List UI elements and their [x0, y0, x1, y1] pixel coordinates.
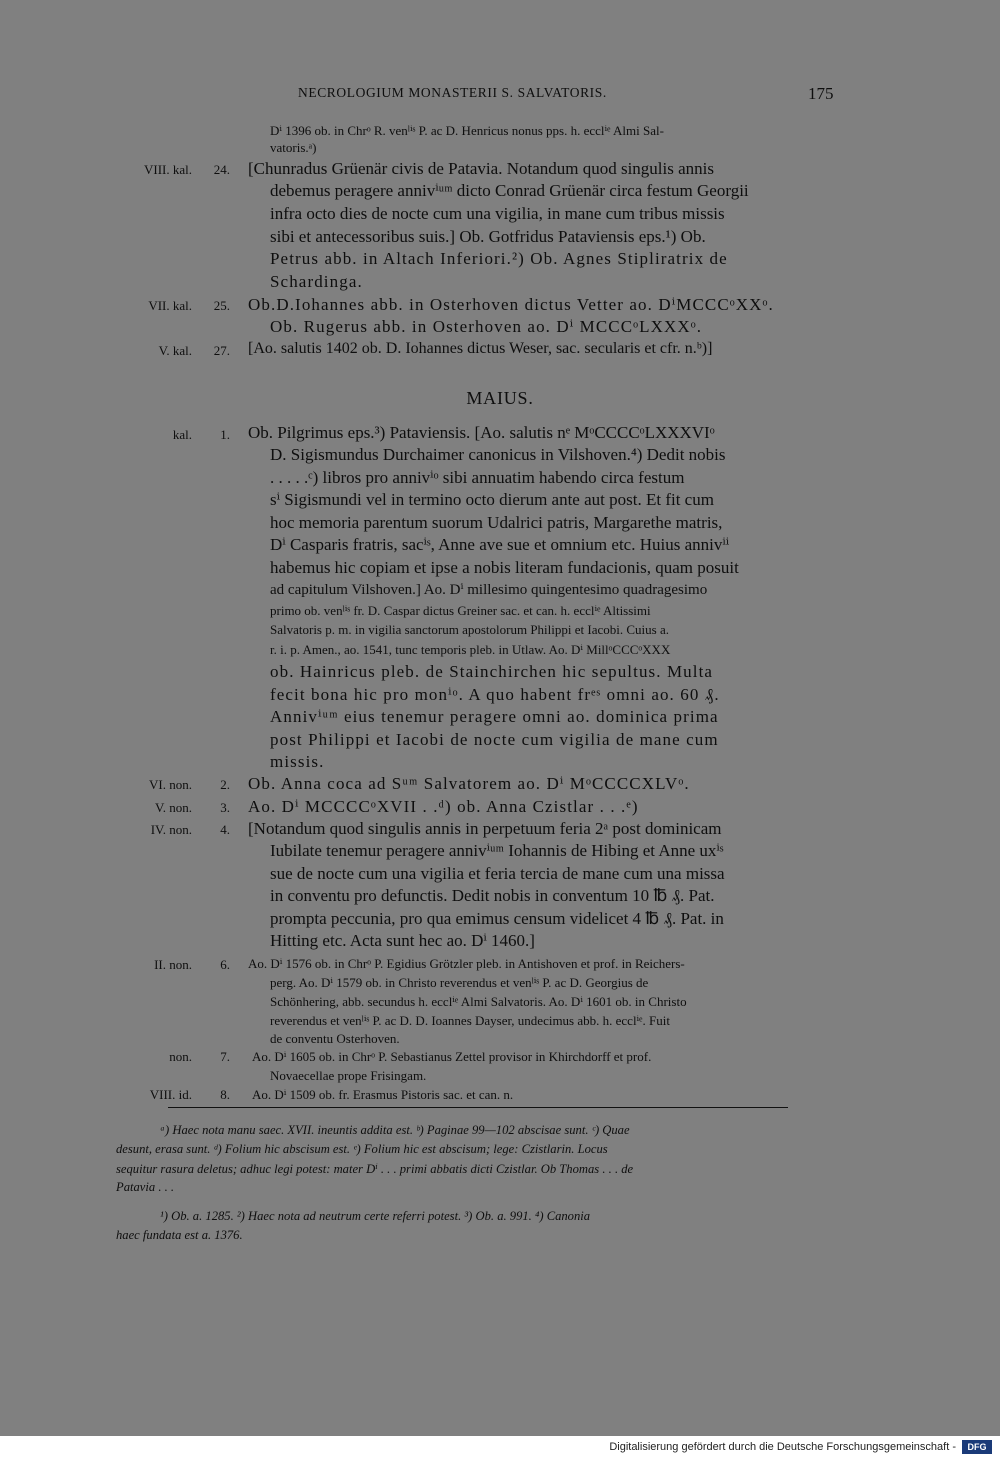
intro-line: Dⁱ 1396 ob. in Chrᵒ R. venˡⁱˢ P. ac D. Henricus nonus pps. h. ecclⁱᵉ Almi Sal-	[270, 123, 664, 138]
entry-line: Ob. Pilgrimus eps.³) Pataviensis. [Ao. salutis nᵉ MᵒCCCCᵒLXXXVIᵒ	[248, 423, 715, 442]
entry-line: Ao. Dⁱ 1576 ob. in Chrᵒ P. Egidius Grötzler pleb. in Antishoven et prof. in Reichers-	[248, 956, 685, 971]
footnote-line: ᵃ) Haec nota manu saec. XVII. ineuntis addita est. ᵇ) Paginae 99—102 abscisae sunt. ᶜ) Quae	[160, 1123, 630, 1137]
footnote-line: haec fundata est a. 1376.	[116, 1228, 243, 1242]
entry-line: D. Sigismundus Durchaimer canonicus in Vilshoven.⁴) Dedit nobis	[270, 445, 726, 464]
entry-line: r. i. p. Amen., ao. 1541, tunc temporis pleb. in Utlaw. Ao. Dⁱ MillᵒCCCᵒXXX	[270, 642, 671, 657]
entry-line: Ao. Dⁱ 1605 ob. in Chrᵒ P. Sebastianus Zettel provisor in Khirchdorff et prof.	[252, 1049, 652, 1064]
entry-day: 2.	[220, 777, 230, 792]
entry-day: 6.	[220, 957, 230, 972]
entry-line: debemus peragere annivⁱᵘᵐ dicto Conrad Grüenär circa festum Georgii	[270, 181, 749, 200]
footnote-divider	[168, 1107, 788, 1108]
entry-line: de conventu Osterhoven.	[270, 1031, 400, 1046]
entry-day: 27.	[213, 343, 230, 358]
footnote-line: ¹) Ob. a. 1285. ²) Haec nota ad neutrum certe referri potest. ³) Ob. a. 991. ⁴) Canonia	[160, 1209, 591, 1223]
entry-line: prompta peccunia, pro qua emimus censum videlicet 4 ℔ ₰. Pat. in	[270, 909, 724, 928]
entry-day: 3.	[220, 800, 230, 815]
entry-line: Ob. Anna coca ad Sᵘᵐ Salvatorem ao. Dⁱ MᵒCCCCXLVᵒ.	[248, 774, 690, 793]
entry-day: 1.	[220, 427, 230, 442]
entry-date: V. non.	[155, 800, 192, 815]
entry-day: 24.	[213, 162, 230, 177]
entry-date: VIII. id.	[149, 1087, 192, 1102]
entry-line: missis.	[270, 752, 325, 771]
entry-date: non.	[169, 1049, 192, 1064]
page-number: 175	[808, 84, 834, 103]
entry-date: VIII. kal.	[143, 162, 192, 177]
entry-line: sⁱ Sigismundi vel in termino octo dierum ante aut post. Et fit cum	[270, 490, 714, 509]
entry-line: Ao. Dⁱ MCCCCᵒXVII . .ᵈ) ob. Anna Czistlar . . .ᵉ)	[248, 797, 639, 816]
entry-line: Ob. Rugerus abb. in Osterhoven ao. Dⁱ MCCCᵒLXXXᵒ.	[270, 317, 703, 336]
digitization-footer	[0, 1436, 1000, 1461]
entry-date: VII. kal.	[148, 298, 192, 313]
entry-line: sibi et antecessoribus suis.] Ob. Gotfridus Pataviensis eps.¹) Ob.	[270, 227, 706, 246]
footnote-line: desunt, erasa sunt. ᵈ) Folium hic abscisum est. ᵉ) Folium hic est abscisum; lege: Czistlarin. Locus	[116, 1142, 608, 1156]
footer-credit: Digitalisierung gefördert durch die Deutsche Forschungsgemeinschaft -	[609, 1441, 956, 1453]
intro-line: vatoris.ᵃ)	[270, 140, 317, 155]
section-heading-maius: MAIUS.	[466, 388, 534, 408]
entry-line: Salvatoris p. m. in vigilia sanctorum apostolorum Philippi et Iacobi. Cuius a.	[270, 622, 669, 637]
entry-line: infra octo dies de nocte cum una vigilia, in mane cum tribus missis	[270, 204, 725, 223]
entry-line: post Philippi et Iacobi de nocte cum vigilia de mane cum	[270, 730, 719, 749]
entry-date: V. kal.	[158, 343, 192, 358]
entry-day: 4.	[220, 822, 230, 837]
entry-day: 8.	[220, 1087, 230, 1102]
entry-line: ob. Hainricus pleb. de Stainchirchen hic sepultus. Multa	[270, 662, 714, 681]
entry-line: Dⁱ Casparis fratris, sacⁱˢ, Anne ave sue et omnium etc. Huius annivⁱⁱ	[270, 535, 730, 554]
entry-line: . . . . .ᶜ) libros pro annivⁱᵒ sibi annuatim habendo circa festum	[270, 468, 685, 487]
entry-line: hoc memoria parentum suorum Udalrici patris, Margarethe matris,	[270, 513, 723, 532]
entry-line: Hitting etc. Acta sunt hec ao. Dⁱ 1460.]	[270, 931, 535, 950]
entry-line: [Notandum quod singulis annis in perpetuum feria 2ᵃ post dominicam	[248, 819, 722, 838]
entry-date: IV. non.	[150, 822, 192, 837]
entry-day: 7.	[220, 1049, 230, 1064]
entry-line: Ob.D.Iohannes abb. in Osterhoven dictus Vetter ao. DⁱMCCCᵒXXᵒ.	[248, 295, 774, 314]
entry-line: reverendus et venˡⁱˢ P. ac D. D. Ioannes Dayser, undecimus abb. h. ecclⁱᵉ. Fuit	[270, 1013, 670, 1028]
entry-line: sue de nocte cum una vigilia et feria tercia de mane cum una missa	[270, 864, 725, 883]
entry-line: Iubilate tenemur peragere annivⁱᵘᵐ Iohannis de Hibing et Anne uxⁱˢ	[270, 841, 724, 860]
entry-line: fecit bona hic pro monⁱᵒ. A quo habent frᵉˢ omni ao. 60 ₰.	[270, 685, 720, 704]
entry-line: perg. Ao. Dⁱ 1579 ob. in Christo reverendus et venˡⁱˢ P. ac D. Georgius de	[270, 975, 649, 990]
entry-line: Schardinga.	[270, 272, 363, 291]
footnote-line: Patavia . . .	[116, 1180, 175, 1194]
running-header-title: NECROLOGIUM MONASTERII S. SALVATORIS.	[298, 85, 607, 100]
entry-date: kal.	[172, 427, 192, 442]
entry-day: 25.	[213, 298, 230, 313]
entry-line: Ao. Dⁱ 1509 ob. fr. Erasmus Pistoris sac. et can. n.	[252, 1087, 514, 1102]
entry-line: habemus hic copiam et ipse a nobis literam fundacionis, quam posuit	[270, 558, 739, 577]
entry-line: Petrus abb. in Altach Inferiori.²) Ob. Agnes Stipliratrix de	[270, 249, 728, 268]
entry-date: II. non.	[154, 957, 192, 972]
entry-line: [Chunradus Grüenär civis de Patavia. Notandum quod singulis annis	[248, 159, 715, 178]
footnote-line: sequitur rasura deletus; adhuc legi potest: mater Dⁱ . . . primi abbatis dicti Czistlar. Ob Thomas . . . de	[116, 1162, 634, 1176]
entry-line: Annivⁱᵘᵐ eius tenemur peragere omni ao. dominica prima	[270, 707, 719, 726]
entry-date: VI. non.	[149, 777, 192, 792]
entry-line: Schönhering, abb. secundus h. ecclⁱᵉ Almi Salvatoris. Ao. Dⁱ 1601 ob. in Christo	[270, 994, 687, 1009]
entry-line: [Ao. salutis 1402 ob. D. Iohannes dictus Weser, sac. secularis et cfr. n.ᵇ)]	[248, 340, 713, 357]
entry-line: primo ob. venˡⁱˢ fr. D. Caspar dictus Greiner sac. et can. h. ecclⁱᵉ Altissimi	[270, 603, 651, 618]
entry-line: ad capitulum Vilshoven.] Ao. Dⁱ millesimo quingentesimo quadragesimo	[270, 582, 708, 598]
entry-line: in conventu pro defunctis. Dedit nobis in conventum 10 ℔ ₰. Pat.	[270, 886, 715, 905]
entry-line: Novaecellae prope Frisingam.	[270, 1068, 427, 1083]
dfg-logo: DFG	[962, 1440, 992, 1454]
